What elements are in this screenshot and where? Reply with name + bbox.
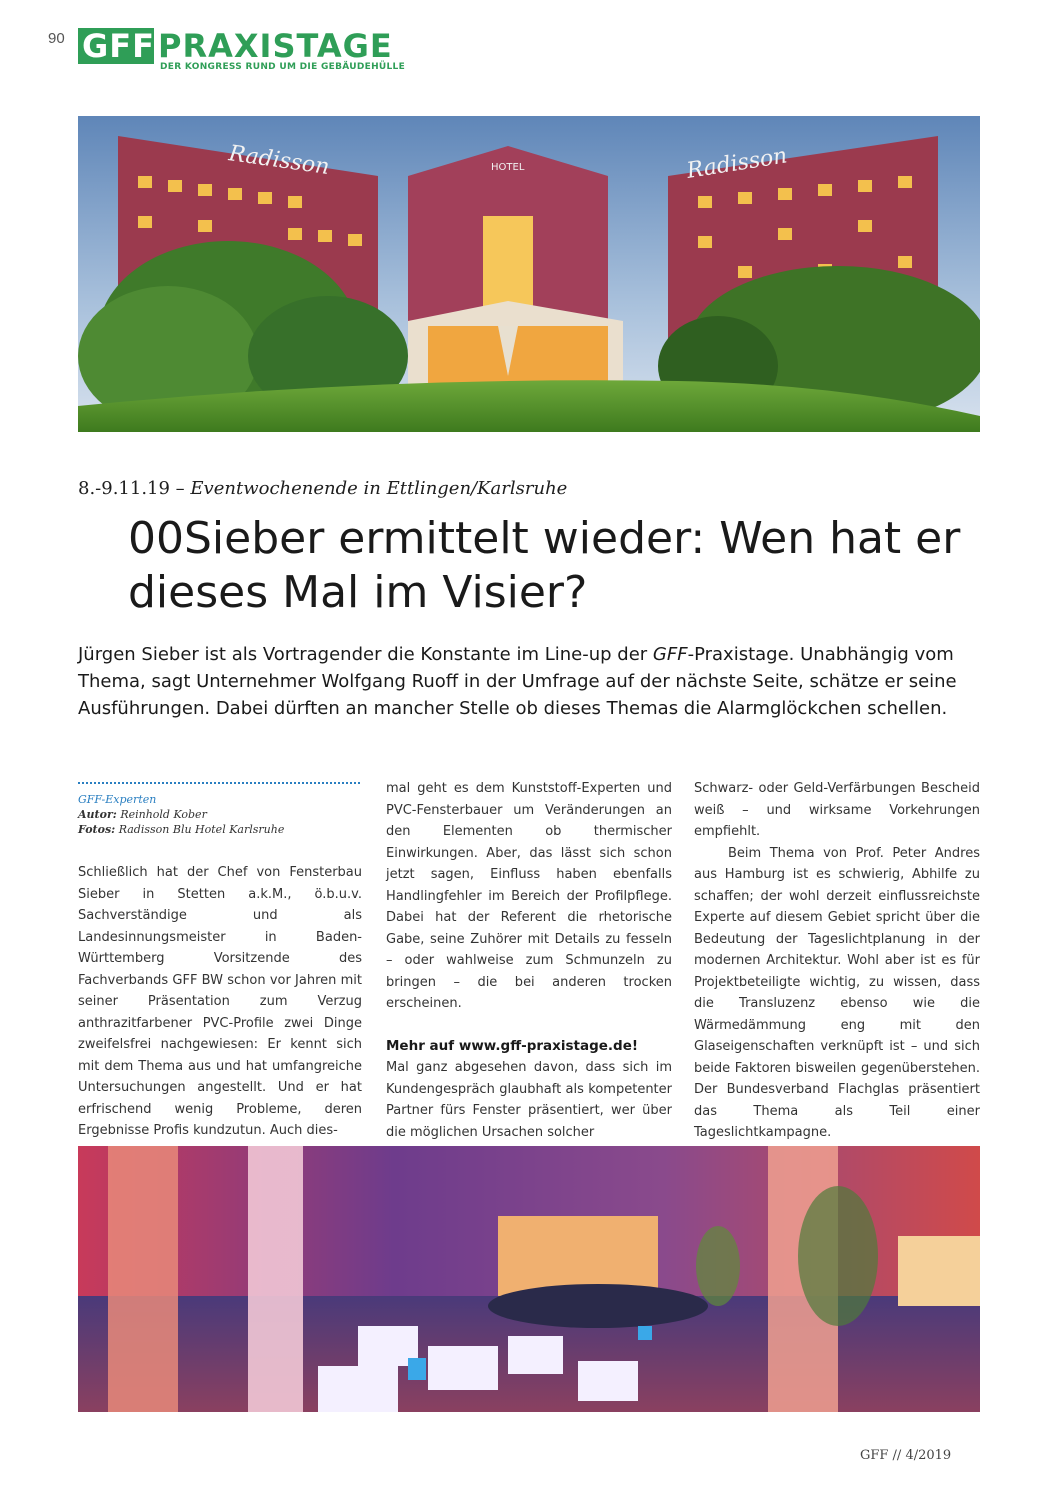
- radisson-sign-left: Radisson: [227, 141, 331, 181]
- hotel-sign: HOTEL: [491, 162, 525, 173]
- article-headline: 00Sieber ermittelt wieder: Wen hat er dieses Mal im Visier?: [128, 513, 961, 618]
- column-3-paragraph-1: Schwarz- oder Geld-Verfärbungen Bescheid weiß – und wirksame Vorkehrungen empfiehlt.: [694, 781, 980, 839]
- column-2-paragraph-2: Mal ganz abgesehen davon, dass sich im Kundengespräch glaubhaft als kompetenter Partner fürs Fenster präsentiert, wer über die möglichen Ursachen solcher: [386, 1060, 672, 1140]
- article-column-2: [386, 778, 672, 1143]
- kicker-text: Eventwochenende in Ettlingen/Karlsruhe: [190, 478, 568, 499]
- column-3-paragraph-2: Beim Thema von Prof. Peter Andres aus Hamburg ist es schwierig, Abhilfe zu schaffen; der wohl derzeit einflussreichste Experte auf diesem Gebiet spricht über die Bedeutung der Tageslichtplanung in der modernen Architektur. Wohl aber ist es für Projektbeteiligte wichtig, zu wissen, dass die Transluzenz ebenso wie die Wärmedämmung eng mit den Glaseigenschaften verknüpft ist – und sich beide Faktoren bisweilen gegenüberstehen. Der Bundesverband Flachglas präsentiert das Thema als Teil einer Tageslichtkampagne.: [694, 845, 980, 1140]
- lead-part2: -Praxistage. Unabhängig vom Thema, sagt Unternehmer Wolfgang Ruoff in der Umfrage auf der nächste Seite, schätze er seine Ausführungen. Dabei dürften an mancher Stelle ob dieses Themas die Alarmglöckchen schellen.: [78, 644, 957, 719]
- event-interior-photo: [78, 1146, 980, 1412]
- kicker-date: 8.-9.11.19 –: [78, 478, 191, 499]
- issue-footer: GFF // 4/2019: [860, 1448, 952, 1463]
- article-column-3: [694, 778, 980, 1144]
- meta-author: Reinhold Kober: [120, 808, 207, 821]
- meta-photos: Radisson Blu Hotel Karlsruhe: [118, 823, 285, 836]
- hotel-exterior-photo: [78, 116, 980, 432]
- meta-photos-label: Fotos:: [78, 823, 116, 836]
- meta-author-label: Autor:: [78, 808, 117, 821]
- article-kicker: [78, 478, 567, 499]
- radisson-sign-right: Radisson: [685, 143, 790, 184]
- page-number: 90: [48, 30, 65, 47]
- column-2-paragraph-1: mal geht es dem Kunststoff-Experten und PVC-Fensterbauer um Veränderungen an den Elementen ob thermischer Einwirkungen. Aber, das lässt sich schon jetzt sagen, Einfluss haben ebenfalls Handlingfehler im Bereich der Profilpflege. Dabei hat der Referent die rhetorische Gabe, seine Zuhörer mit Details zu fesseln – oder wahlweise zum Schmunzeln zu bringen – die bei anderen trocken erscheinen.: [386, 781, 672, 1011]
- logo-subtitle: DER KONGRESS RUND UM DIE GEBÄUDEHÜLLE: [160, 62, 406, 72]
- article-column-1: [78, 862, 362, 1142]
- lead-part1: Jürgen Sieber ist als Vortragender die Konstante im Line-up der: [78, 644, 653, 665]
- website-subhead: Mehr auf www.gff-praxistage.de!: [386, 1037, 639, 1054]
- logo-gff-text: GFF: [82, 27, 155, 65]
- article-lead: [78, 641, 988, 722]
- column-divider-dotted: [78, 782, 360, 784]
- column-1-paragraph: Schließlich hat der Chef von Fensterbau Sieber in Stetten a.k.M., ö.b.u.v. Sachverständige und als Landesinnungsmeister in Baden-Württemberg Vorsitzende des Fachverbands GFF BW schon vor Jahren mit seiner Präsentation zum Verzug anthrazitfarbener PVC-Profile zwei Dinge zweifelsfrei nachgewiesen: Er kennt sich mit dem Thema aus und hat umfangreiche Untersuchungen angestellt. Und er hat erfrischend wenig Probleme, deren Ergebnisse Profis kundzutun. Auch dies-: [78, 865, 362, 1138]
- article-meta: [78, 792, 360, 837]
- meta-section: GFF-Experten: [78, 793, 157, 806]
- logo-praxistage-text: PRAXISTAGE: [158, 27, 393, 65]
- lead-italic: GFF: [652, 644, 688, 665]
